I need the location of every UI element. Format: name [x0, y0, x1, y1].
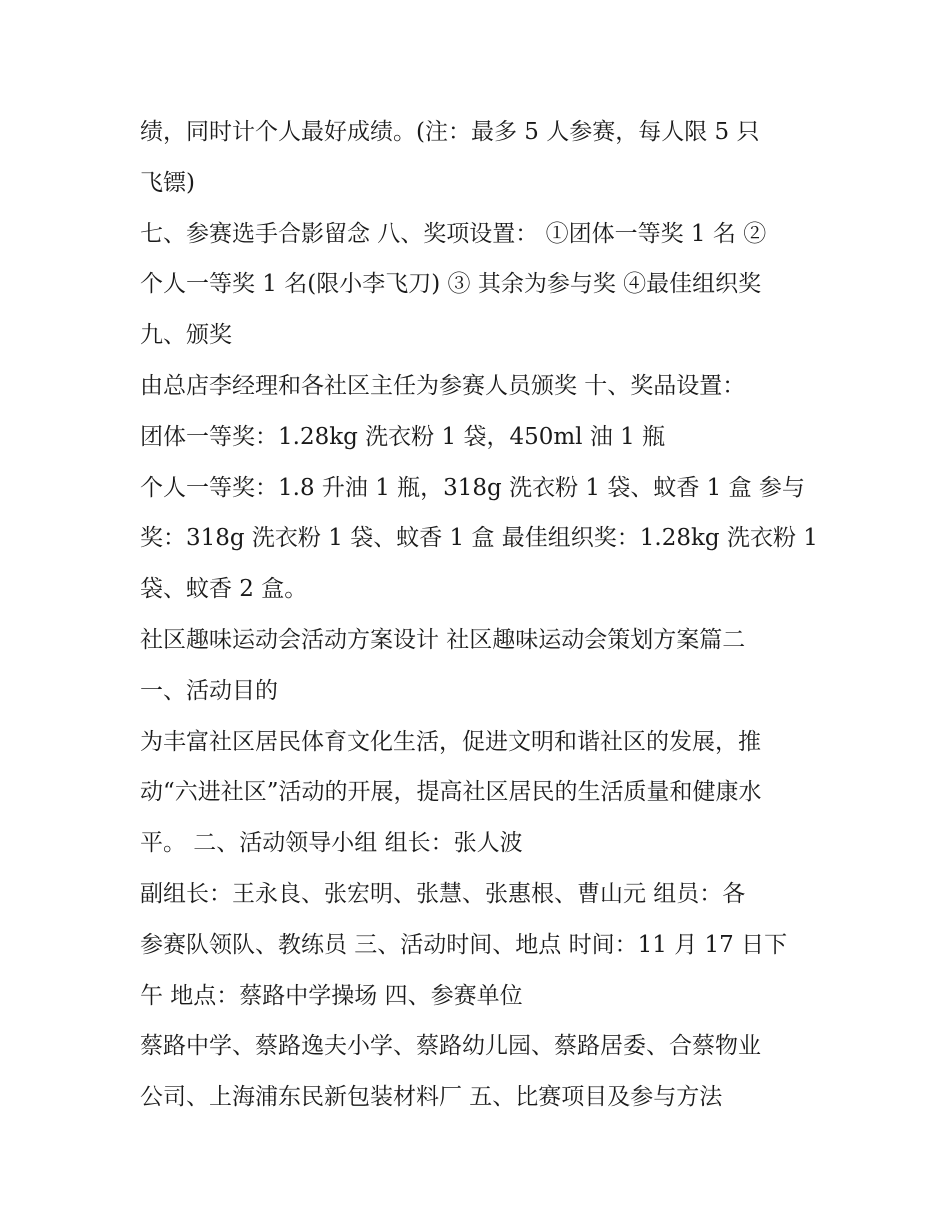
- text-line: 袋、蚊香 2 盒。: [140, 576, 308, 603]
- text-line: 平。 二、活动领导小组 组长：张人波: [140, 830, 523, 857]
- text-line: 蔡路中学、蔡路逸夫小学、蔡路幼儿园、蔡路居委、合蔡物业: [140, 1033, 761, 1060]
- text-line: 由总店李经理和各社区主任为参赛人员颁奖 十、奖品设置：: [140, 372, 746, 399]
- text-line: 个人一等奖：1.8 升油 1 瓶，318g 洗衣粉 1 袋、蚊香 1 盒 参与: [140, 474, 805, 501]
- text-line: 动“六进社区”活动的开展，提高社区居民的生活质量和健康水: [140, 779, 762, 806]
- text-line: 九、颁奖: [140, 322, 232, 349]
- text-line: 一、活动目的: [140, 677, 278, 704]
- text-line: 为丰富社区居民体育文化生活，促进文明和谐社区的发展，推: [140, 728, 761, 755]
- text-line: 社区趣味运动会活动方案设计 社区趣味运动会策划方案篇二: [140, 626, 746, 653]
- text-line: 午 地点：蔡路中学操场 四、参赛单位: [140, 982, 523, 1009]
- text-line: 公司、上海浦东民新包装材料厂 五、比赛项目及参与方法: [140, 1084, 723, 1111]
- text-line: 七、参赛选手合影留念 八、奖项设置： ①团体一等奖 1 名 ②: [140, 220, 767, 247]
- text-line: 个人一等奖 1 名(限小李飞刀) ③ 其余为参与奖 ④最佳组织奖: [140, 271, 762, 298]
- text-line: 绩，同时计个人最好成绩。(注：最多 5 人参赛，每人限 5 只: [140, 119, 760, 145]
- text-line: 副组长：王永良、张宏明、张慧、张惠根、曹山元 组员：各: [140, 880, 746, 907]
- body-text: [140, 107, 830, 1123]
- text-line: 奖：318g 洗衣粉 1 袋、蚊香 1 盒 最佳组织奖：1.28kg 洗衣粉 1: [140, 525, 818, 552]
- text-line: 飞镖): [140, 169, 195, 196]
- text-line: 参赛队领队、教练员 三、活动时间、地点 时间：11 月 17 日下: [140, 931, 788, 958]
- text-line: 团体一等奖：1.28kg 洗衣粉 1 袋，450ml 油 1 瓶: [140, 423, 666, 450]
